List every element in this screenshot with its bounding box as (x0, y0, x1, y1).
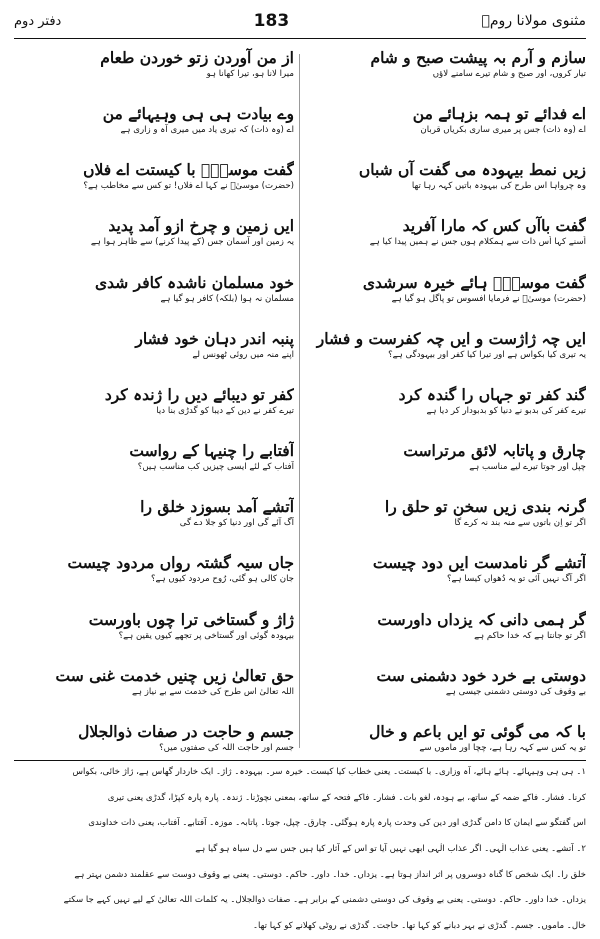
right-column (308, 48, 586, 754)
footnote-line: خال۔ ماموں۔ جسم۔ گدڑی نے بہر دبانے کو کہا تھا۔ حاجت۔ گدڑی نے روٹی کھلانے کو کہا تھا۔ (253, 920, 586, 931)
couplet (308, 553, 586, 585)
translation-line: اُسنے کہا اُس ذات سے ہمکلام ہوں جس نے ہمیں پیدا کیا ہے (369, 237, 586, 248)
translation-line: اگر تو جانتا ہے کہ خدا حاکم ہے (474, 630, 586, 641)
verse-line: گفت موسیٰؑ با کیستت اے فلاں (83, 160, 294, 180)
couplet (308, 216, 586, 248)
footnote-line: ۲۔ آتشے۔ یعنی عذاب الٰہی۔ اگر عذاب الٰہی ابھی نہیں آیا تو اس کے آثار کیا ہیں جس سے دل سیاہ ہو گیا ہے (195, 843, 586, 854)
verse-line: گر ہمی دانی کہ یزداں داورست (377, 609, 586, 629)
verse-line: ایں زمین و چرخ ازو آمد پدید (108, 216, 294, 236)
couplet (16, 160, 294, 192)
couplet (308, 273, 586, 305)
translation-line: مسلمان نہ ہوا (بلکہ) کافر ہو گیا ہے (160, 293, 294, 304)
couplet (308, 329, 586, 361)
verse-columns (16, 48, 586, 754)
footnotes (16, 766, 586, 932)
page-number: 183 (253, 11, 290, 31)
couplet (16, 48, 294, 80)
verse-line: سازم و آرم بہ پیشت صبح و شام (370, 48, 586, 67)
verse-line: با کہ می گوئی تو ایں باعم و خال (369, 721, 586, 741)
verse-line: جسم و حاجت در صفات ذوالجلال (78, 721, 294, 741)
couplet (16, 104, 294, 136)
verse-line: گفت باآں کس کہ مارا آفرید (402, 216, 586, 236)
translation-line: چپل اور جوتا تیرے لیے مناسب ہے (469, 462, 586, 473)
translation-line: یہ زمین اور آسمان جس (کے پیدا کرنے) سے ظاہر ہوا ہے (90, 237, 294, 248)
translation-line: تیار کروں، اور صبح و شام تیرے سامنے لاؤں (432, 69, 586, 79)
translation-line: جان کالی ہو گئی، رُوح مردود کیوں ہے؟ (150, 574, 294, 585)
verse-line: ژاژ و گستاخی ترا چوں باورست (88, 609, 294, 629)
translation-line: (حضرت) موسیٰؑ نے فرمایا افسوس تو پاگل ہو گیا ہے (391, 293, 586, 304)
verse-line: گفت موسیٰؑ ہائے خیرہ سرشدی (362, 272, 586, 292)
couplet (308, 104, 586, 136)
footnote-line: اس گفتگو سے ایمان کا دامن گدڑی اور دین کی وحدت پارہ پارہ ہوگئی۔ چارق۔ چپل، جوتا۔ پاتابہ۔ موزہ۔ آفتابے۔ آفتاب، یعنی ذات خداوندی (88, 818, 586, 829)
couplet (308, 610, 586, 642)
couplet (308, 666, 586, 698)
translation-line: اے (وہ ذات) کہ تیری یاد میں میری آہ و زاری ہے (120, 125, 294, 136)
verse-line: پنبہ اندر دہان خود فشار (135, 328, 294, 348)
couplet (308, 497, 586, 529)
book-title: مثنوی مولانا رومؒ (481, 13, 586, 29)
couplet (16, 722, 294, 754)
translation-line: تو یہ کس سے کہہ رہا ہے، چچا اور ماموں سے (419, 742, 586, 753)
couplet (308, 48, 586, 80)
verse-line: جاں سیہ گشتہ رواں مردود چیست (67, 553, 294, 573)
page-header (14, 8, 586, 34)
couplet (16, 610, 294, 642)
translation-line: آفتاب کے لئے ایسی چیزیں کب مناسب ہیں؟ (137, 462, 294, 473)
couplet (308, 722, 586, 754)
volume-label: دفتر دوم (14, 13, 62, 29)
verse-line: گند کفر تو جہاں را گندہ کرد (398, 384, 586, 404)
verse-line: آتشے گر نامدست ایں دود چیست (372, 553, 586, 573)
translation-line: بیہودہ گوئی اور گستاخی پر تجھے کیوں یقین ہے؟ (118, 630, 294, 641)
footnote-line: ۱۔ ہی ہی وہیہائے۔ ہائے ہائے، آہ وزاری۔ با کیستت۔ یعنی خطاب کیا کیست۔ خیرہ سر۔ بیہودہ۔ ژاژ۔ ایک خاردار گھاس ہے، ژاژ خائی، بکواس (72, 767, 586, 777)
translation-line: آگ آئے گی اور دنیا کو جلا دے گی (179, 518, 294, 529)
verse-line: ایں چہ ژاژست و ایں چہ کفرست و فشار (316, 328, 586, 348)
translation-line: (حضرت) موسیٰؑ نے کہا اے فلاں! تو کس سے مخاطب ہے؟ (83, 181, 294, 192)
verse-line: وے بیادت ہی ہی وہیہائے من (102, 104, 294, 124)
verse-line: زیں نمط بیہودہ می گفت آں شباں (358, 160, 586, 180)
left-column (16, 48, 294, 754)
translation-line: جسم اور حاجت اللہ کی صفتوں میں؟ (159, 742, 294, 753)
translation-line: تیرے کفر کی بدبو نے دنیا کو بدبودار کر دیا ہے (426, 405, 586, 416)
verse-line: کفر تو دیبائے دیں را ژندہ کرد (104, 384, 294, 404)
translation-line: وہ چرواہا اس طرح کی بیہودہ باتیں کہہ رہا تھا (411, 181, 586, 192)
column-divider (299, 54, 300, 748)
verse-line: گرنہ بندی زیں سخن تو حلق را (384, 497, 586, 517)
verse-line: آفتابے را چنیہا کے رواست (129, 441, 294, 461)
verse-line: اے فدائے تو ہمہ بزہائے من (412, 104, 586, 124)
verse-line: حق تعالیٰ زیں چنیں خدمت غنی ست (55, 665, 294, 685)
header-divider (14, 38, 586, 39)
translation-line: بے وقوف کی دوستی دشمنی جیسی ہے (445, 686, 586, 697)
footnote-divider (14, 760, 586, 761)
couplet (16, 553, 294, 585)
translation-line: اپنے منہ میں روئی ٹھونس لے (192, 349, 294, 360)
couplet (16, 329, 294, 361)
footnote-line: کرنا۔ فشار۔ فاکے ضمہ کے ساتھ، بے ہودہ، لغو بات۔ فشار۔ فاکے فتحہ کے ساتھ، بمعنی نچوڑنا۔ ژندہ۔ پارہ پارہ کپڑا، گدڑی یعنی تیری (107, 792, 586, 803)
translation-line: تیرے کفر نے دین کے دیبا کو گدڑی بنا دیا (156, 405, 294, 416)
verse-line: خود مسلمان ناشدہ کافر شدی (95, 272, 294, 292)
translation-line: اللہ تعالیٰ اس طرح کی خدمت سے بے نیاز ہے (131, 686, 294, 697)
footnote-line: یزداں۔ خدا داور۔ حاکم۔ دوستی۔ یعنی بے وقوف کی دوستی دشمنی کے برابر ہے۔ صفات ذوالجلال۔ یہ کلمات اللہ تعالیٰ کے لیے نہیں کہے جا سکتے (63, 895, 586, 906)
couplet (16, 385, 294, 417)
verse-line: دوستی بے خرد خود دشمنی ست (376, 665, 586, 685)
translation-line: یہ تیری کیا بکواس ہے اور تیرا کیا کفر اور بیہودگی ہے؟ (388, 349, 586, 360)
verse-line: چارق و پاتابہ لائق مرتراست (403, 441, 586, 461)
couplet (16, 497, 294, 529)
translation-line: اگر تو اِن باتوں سے منہ بند نہ کرے گا (454, 518, 586, 529)
verse-line: از من آوردن زتو خوردن طعام (100, 48, 294, 67)
verse-line: آتشے آمد بسوزد خلق را (140, 497, 294, 517)
couplet (16, 441, 294, 473)
translation-line: اگر آگ نہیں آئی تو یہ دُھواں کیسا ہے؟ (446, 574, 586, 585)
couplet (308, 160, 586, 192)
translation-line: اے (وہ ذات) جس پر میری ساری بکریاں قربان (420, 125, 586, 136)
footnote-line: خلق را۔ ایک شخص کا گناہ دوسروں پر اثر انداز ہوتا ہے۔ یزداں۔ خدا۔ داور۔ حاکم۔ دوستی۔ یعنی بے وقوف دوست سے عقلمند دشمن بہتر ہے (74, 869, 586, 880)
couplet (16, 216, 294, 248)
couplet (16, 666, 294, 698)
couplet (308, 441, 586, 473)
couplet (308, 385, 586, 417)
translation-line: میرا لانا ہو، تیرا کھانا ہو (206, 69, 294, 79)
couplet (16, 273, 294, 305)
